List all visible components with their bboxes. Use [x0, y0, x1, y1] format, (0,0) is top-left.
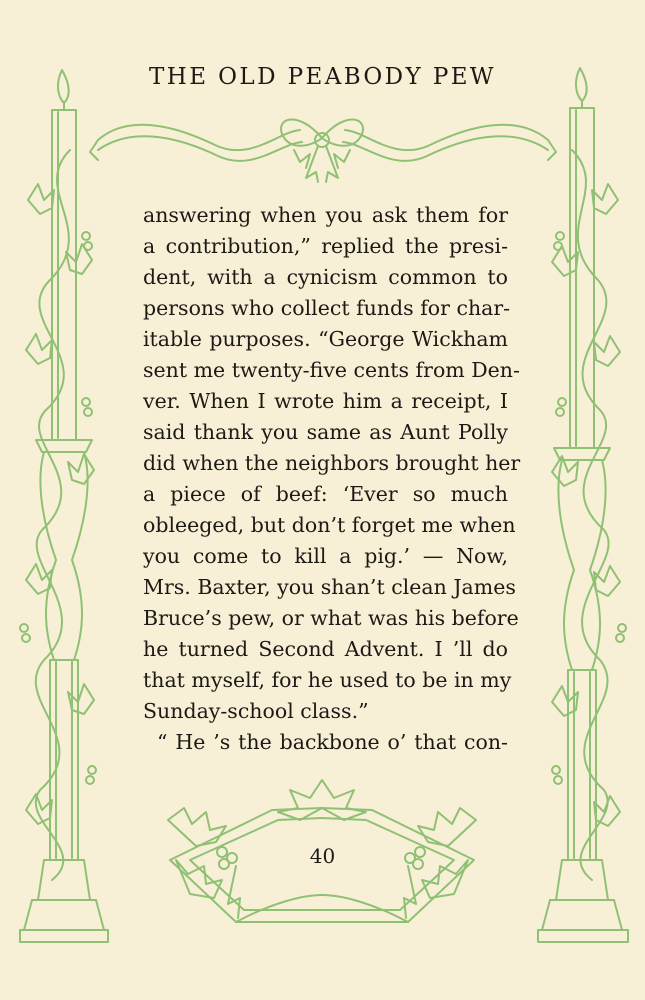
- text-line: Sunday-school class.”: [143, 699, 369, 723]
- left-candle-icon: [20, 70, 108, 942]
- text-line: ver. When I wrote him a receipt, I: [143, 389, 508, 413]
- text-line: obleeged, but don’t forget me when: [143, 513, 516, 537]
- ribbon-bow-icon: [90, 119, 556, 182]
- text-line: that myself, for he used to be in my: [143, 668, 512, 692]
- text-line: dent, with a cynicism common to: [143, 265, 508, 289]
- page-number: 40: [309, 844, 336, 868]
- text-line: sent me twenty-five cents from Den-: [143, 358, 520, 382]
- text-line: did when the neighbors brought her: [143, 451, 521, 475]
- text-line: answering when you ask them for: [143, 203, 508, 227]
- text-line: said thank you same as Aunt Polly: [143, 420, 508, 444]
- text-line: persons who collect funds for char-: [143, 296, 511, 320]
- text-line: Mrs. Baxter, you shan’t clean James: [143, 575, 516, 599]
- text-line: he turned Second Advent. I ’ll do: [143, 637, 508, 661]
- running-head-title: THE OLD PEABODY PEW: [149, 64, 496, 90]
- body-text: [143, 200, 521, 758]
- text-line: Bruce’s pew, or what was his before: [143, 606, 519, 630]
- text-line: a piece of beef: ‘Ever so much: [143, 482, 508, 506]
- right-candle-icon: [538, 68, 628, 942]
- text-line: “ He ’s the backbone o’ that con-: [157, 730, 508, 754]
- text-line: a contribution,” replied the presi-: [143, 234, 508, 258]
- text-line: you come to kill a pig.’ — Now,: [143, 544, 508, 568]
- text-line: itable purposes. “George Wickham: [143, 327, 508, 351]
